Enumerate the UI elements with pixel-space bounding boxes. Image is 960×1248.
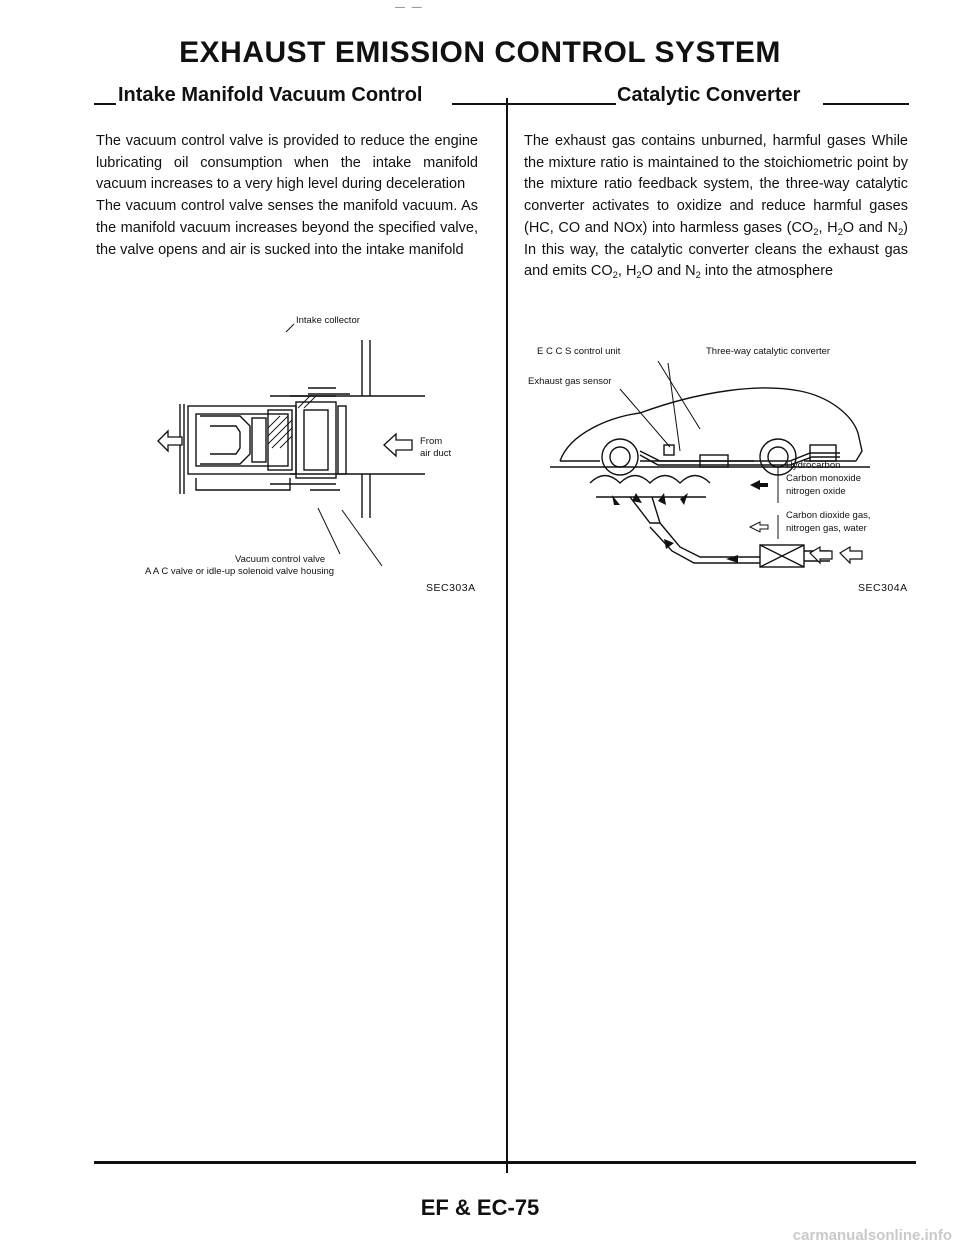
label-hydrocarbon: Hydrocarbon <box>786 460 841 471</box>
label-from: From <box>420 436 443 447</box>
column-divider <box>506 98 508 1173</box>
right-body-text: The exhaust gas contains unburned, harmful gases While the mixture ratio is maintained to the stoichiometric point by the mixture ratio feedback system, the three-way catalytic converter activates to oxidize and reduce harmful gases (HC, CO and NOx) into harmless gases ($CO_2$, $H_2O$ and $N_2$) In this way, the catalytic converter cleans the exhaust gas and emits $CO_2$, $H_2O$ and $N_2$ into the atmosphere <box>524 133 909 281</box>
inflow-arrow-icon <box>384 434 412 456</box>
left-paragraph-2: The vacuum control valve senses the manifold vacuum. As the manifold vacuum increases beyond the specified valve, the valve opens and air is sucked into the intake manifold <box>96 198 478 258</box>
left-heading-rule-start <box>94 103 116 105</box>
label-aac-valve: A A C valve or idle-up solenoid valve housing <box>145 566 335 577</box>
outflow-arrow-icon <box>158 431 182 451</box>
label-nitrogen-oxide: nitrogen oxide <box>786 486 846 497</box>
heading-rule-middle <box>452 103 616 105</box>
label-air-duct: air duct <box>420 448 452 459</box>
left-body-text <box>96 131 478 261</box>
label-exhaust-gas-sensor: Exhaust gas sensor <box>528 376 612 387</box>
right-section-heading: Catalytic Converter <box>617 84 801 106</box>
figure-code-right: SEC304A <box>858 582 908 594</box>
harmful-gas-arrow-icon <box>750 480 768 490</box>
harmless-gas-arrow-icon <box>750 522 768 532</box>
page-number: EF & EC-75 <box>420 1195 540 1220</box>
catalytic-converter-diagram <box>540 355 900 585</box>
top-mark: — — <box>395 2 424 13</box>
label-three-way-converter: Three-way catalytic converter <box>706 346 831 357</box>
page-title: EXHAUST EMISSION CONTROL SYSTEM <box>179 36 781 69</box>
label-nitrogen-water: nitrogen gas, water <box>786 523 867 534</box>
watermark: carmanualsonline.info <box>792 1227 952 1244</box>
left-paragraph-1: The vacuum control valve is provided to reduce the engine lubricating oil consumption when the intake manifold vacuum increases to a very high level during deceleration <box>96 133 478 193</box>
label-eccs-control-unit: E C C S control unit <box>537 346 621 357</box>
right-heading-rule-end <box>823 103 909 105</box>
bottom-rule <box>94 1161 916 1164</box>
label-carbon-dioxide: Carbon dioxide gas, <box>786 510 871 521</box>
label-intake-collector: Intake collector <box>296 315 360 326</box>
left-section-heading: Intake Manifold Vacuum Control <box>118 84 423 106</box>
label-vacuum-control-valve: Vacuum control valve <box>235 554 326 565</box>
figure-code-left: SEC303A <box>426 582 476 594</box>
label-carbon-monoxide: Carbon monoxide <box>786 473 861 484</box>
